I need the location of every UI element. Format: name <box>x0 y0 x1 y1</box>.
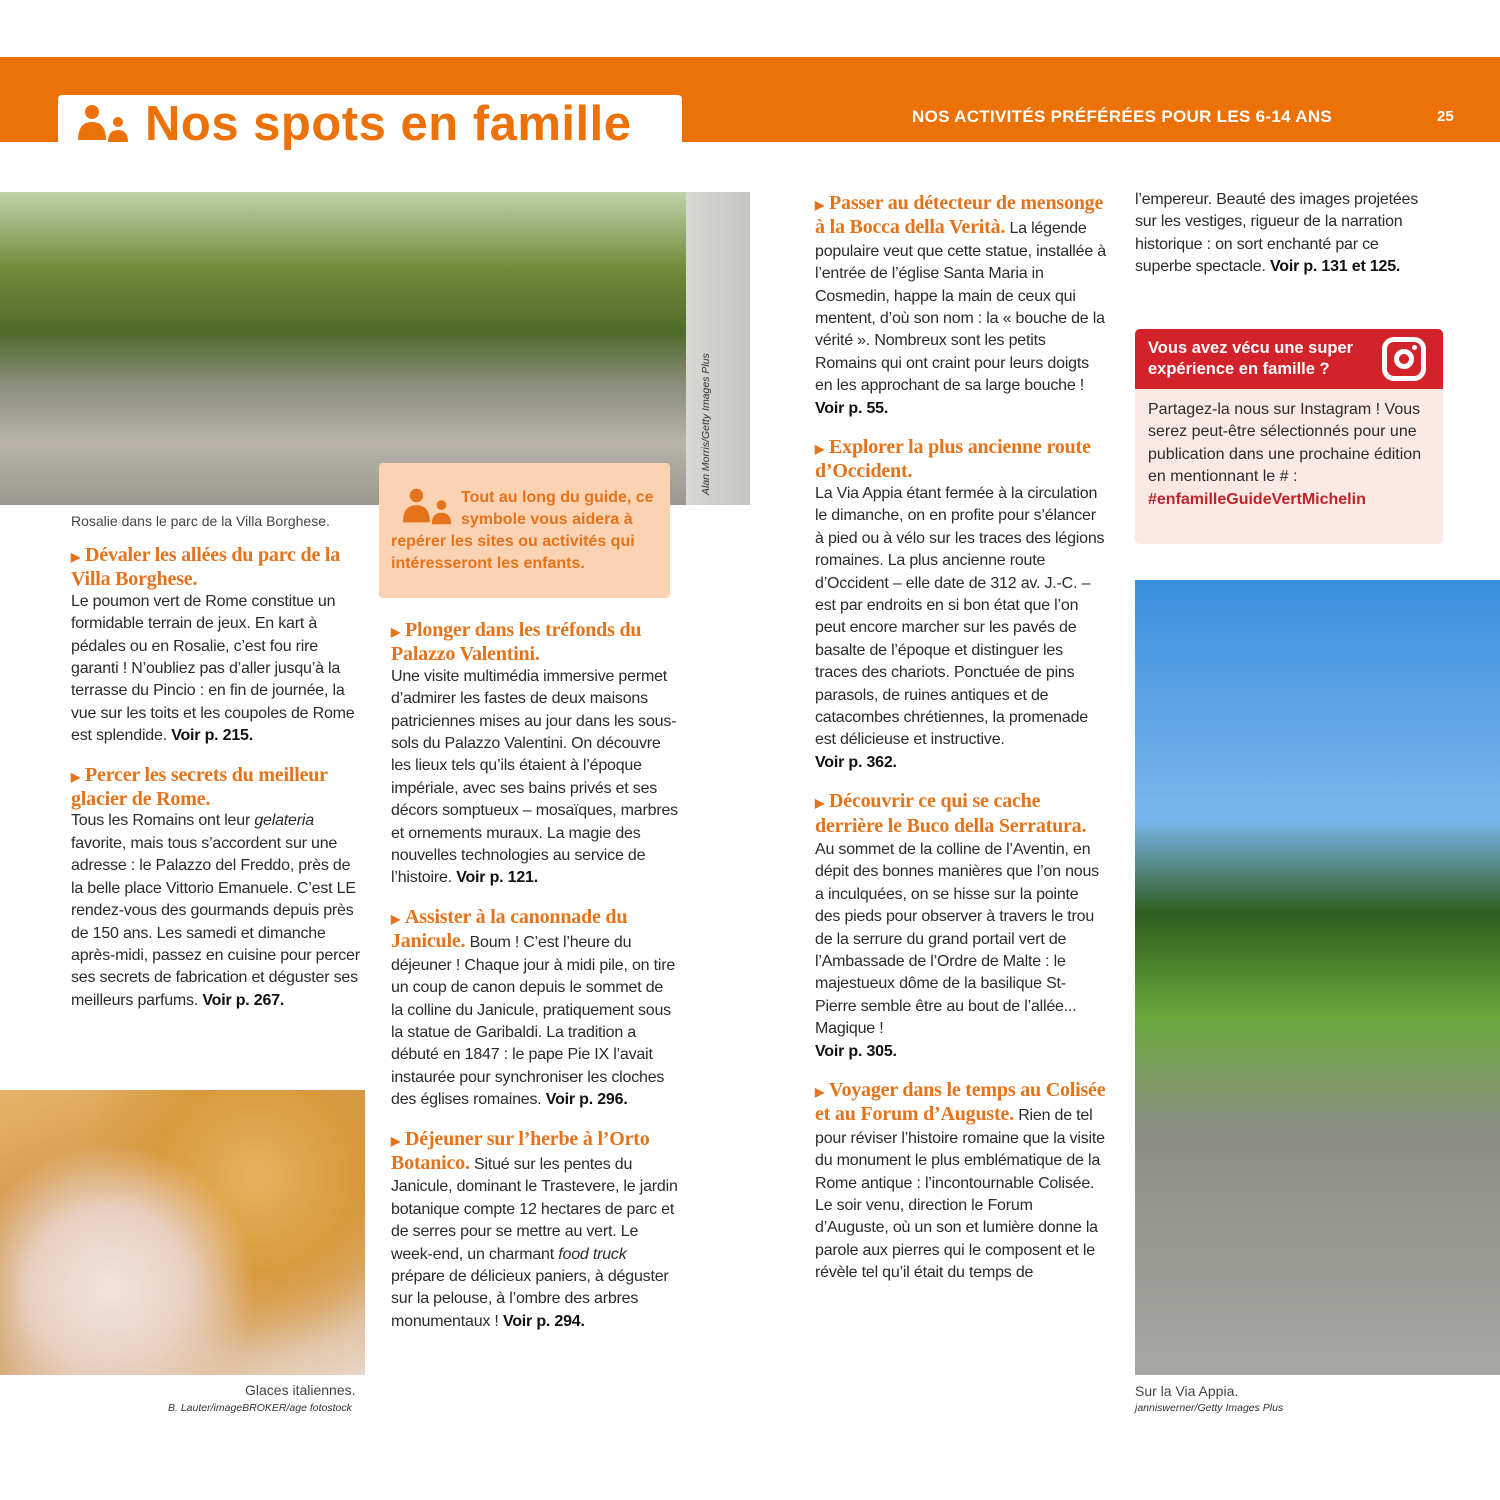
gelato-photo <box>0 1090 365 1375</box>
triangle-icon: ▶ <box>815 442 825 457</box>
section-heading: ▶ Assister à la canonnade du Janicule. <box>391 905 628 953</box>
section-body-italic: food truck <box>558 1245 627 1263</box>
page-reference: Voir p. 362. <box>815 753 897 771</box>
villa-borghese-photo <box>0 192 686 505</box>
triangle-icon: ▶ <box>71 769 81 784</box>
photo-caption: Glaces italiennes. <box>245 1382 356 1398</box>
instagram-body <box>1135 389 1443 521</box>
family-icon <box>403 487 453 527</box>
section-body: Le poumon vert de Rome constitue un formidable terrain de jeux. En kart à pédales ou en Rosalie, c’est fou rire garanti ! N’oubliez pas d’aller jusqu’à la terrasse du Pincio : en fin de journée, la vue sur les toits et les coupoles de Rome est splendide. <box>71 592 355 745</box>
section-heading: ▶ Passer au détecteur de mensonge à la Bocca della Verità. <box>815 192 1104 239</box>
via-appia-photo <box>1135 580 1500 1375</box>
instagram-hashtag: #enfamilleGuideVertMichelin <box>1148 490 1366 508</box>
photo-credit: B. Lauter/imageBROKER/age fotostock <box>168 1402 352 1414</box>
section-body: Une visite multimédia immersive permet d’admirer les fastes de deux maisons patriciennes mises au jour dans les sous-sols du Palazzo Valentini. On découvre les lieux tels qu’ils étaient à l’époque impériale, avec ses bains privés et ses décors somptueux – mosaïques, marbres et ornements muraux. La magie des nouvelles technologies au service de l’histoire. <box>391 667 678 887</box>
section-heading: ▶ Déjeuner sur l’herbe à l’Orto Botanico. <box>391 1127 650 1174</box>
section-body-italic: gelateria <box>254 812 314 830</box>
column-3 <box>815 192 1107 1297</box>
page-reference: Voir p. 267. <box>202 991 285 1009</box>
instagram-text: Partagez-la nous sur Instagram ! Vous serez peut-être sélectionnés pour une publication dans une prochaine édition en mentionnant le # : <box>1148 401 1422 486</box>
section-body: Au sommet de la colline de l’Aventin, en dépit des bonnes manières que l’on nous a inculquées, on se hisse sur la pointe des pieds pour observer à travers le trou de la serrure du grand portail vert de l’Ambassade de l’Ordre de Malte : le majestueux dôme de la basilique St-Pierre semble être au bout de l’allée... Magique ! <box>815 840 1099 1038</box>
section-body: La légende populaire veut que cette statue, installée à l’entrée de l’église Santa Maria in Cosmedin, happe la main de ceux qui mentent, d’où son nom : la « bouche de la vérité ». Nombreux sont les petits Romains qui ont craint pour leurs doigts en les approchant de sa large bouche ! <box>815 220 1106 395</box>
section-heading: ▶ Plonger dans les tréfonds du Palazzo Valentini. <box>391 619 642 666</box>
section-body: Situé sur les pentes du Janicule, dominant le Trastevere, le jardin botanique compte 12 hectares de parc et de serres pour se mettre au vert. Le week-end, un charmant <box>391 1155 678 1263</box>
triangle-icon: ▶ <box>391 911 401 926</box>
triangle-icon: ▶ <box>391 625 401 639</box>
triangle-icon: ▶ <box>71 550 81 564</box>
photo-caption: Sur la Via Appia. <box>1135 1383 1239 1399</box>
page-subtitle: NOS ACTIVITÉS PRÉFÉRÉES POUR LES 6-14 ANS <box>912 107 1333 126</box>
family-symbol-callout <box>379 463 670 598</box>
page-reference: Voir p. 294. <box>502 1312 585 1330</box>
section-body: Tous les Romains ont leur <box>71 812 255 830</box>
page-reference: Voir p. 55. <box>815 399 889 417</box>
section-heading: ▶ Explorer la plus ancienne route d’Occident. <box>815 436 1091 483</box>
page-reference: Voir p. 131 et 125. <box>1269 258 1401 276</box>
section-via-appia <box>815 436 1107 774</box>
callout-text: Tout au long du guide, ce symbole vous aidera à repérer les sites ou activités qui intéresseront les enfants. <box>391 489 654 572</box>
column-2 <box>391 619 679 1345</box>
family-icon <box>78 104 130 144</box>
section-palazzo-valentini <box>391 619 679 890</box>
photo-caption: Rosalie dans le parc de la Villa Borghese. <box>71 513 330 529</box>
section-orto-botanico <box>391 1128 679 1334</box>
photo-credit: janniswerner/Getty Images Plus <box>1135 1402 1284 1414</box>
section-janicule <box>391 906 679 1112</box>
section-glacier <box>71 764 363 1012</box>
section-heading: ▶ Voyager dans le temps au Colisée et au Forum d’Auguste. <box>815 1079 1106 1126</box>
triangle-icon: ▶ <box>815 198 825 212</box>
page-reference: Voir p. 121. <box>456 869 538 887</box>
page-reference: Voir p. 215. <box>171 727 253 745</box>
section-colisee <box>815 1079 1107 1285</box>
section-body-continued: l’empereur. Beauté des images projetées sur les vestiges, rigueur de la narration historique : on sort enchanté par ce superbe spectacle. <box>1135 191 1419 276</box>
section-body: La Via Appia étant fermée à la circulation le dimanche, on en profite pour s’élancer à pied ou à vélo sur les traces des légions romaines. La plus ancienne route d’Occident – elle date de 312 av. J.-C. – est par endroits en si bon état que l’on peut encore marcher sur les pavés de basalte de l’époque et distinguer les traces des chariots. Ponctuée de pins parasols, de ruines antiques et de catacombes chrétiennes, la promenade est délicieuse et instructive. <box>815 484 1105 749</box>
photo-credit: Alan Morris/Getty Images Plus <box>700 353 712 495</box>
section-body: prépare de délicieux paniers, à déguster sur la pelouse, à l’ombre des arbres monumentaux ! <box>391 1267 669 1330</box>
column-1 <box>71 544 363 1024</box>
section-heading: ▶ Dévaler les allées du parc de la Villa Borghese. <box>71 544 341 591</box>
column-4 <box>1135 189 1435 279</box>
triangle-icon: ▶ <box>391 1133 401 1148</box>
instagram-box <box>1135 329 1443 544</box>
section-heading: ▶ Découvrir ce qui se cache derrière le Buco della Serratura. <box>815 790 1087 837</box>
section-body: favorite, mais tous s’accordent sur une adresse : le Palazzo del Freddo, près de la belle place Vittorio Emanuele. C’est LE rendez-vous des gourmands depuis près de 150 ans. Les samedi et dimanche après-midi, passez en cuisine pour percer ses secrets de fabrication et déguster ses meilleurs parfums. <box>71 834 360 1009</box>
instagram-heading-text: Vous avez vécu une super expérience en famille ? <box>1148 339 1354 378</box>
page-number: 25 <box>1437 108 1454 125</box>
instagram-heading <box>1135 329 1443 389</box>
section-buco-della-serratura <box>815 790 1107 1063</box>
photo-credit-strip <box>686 192 750 505</box>
section-bocca-della-verita <box>815 192 1107 420</box>
triangle-icon: ▶ <box>815 796 825 811</box>
triangle-icon: ▶ <box>815 1085 825 1100</box>
page-reference: Voir p. 305. <box>815 1042 897 1060</box>
section-villa-borghese <box>71 544 363 748</box>
section-body: Rien de tel pour réviser l’histoire romaine que la visite du monument le plus emblématique de la Rome antique : l’incontournable Colisée. Le soir venu, direction le Forum d’Auguste, où un son et lumière donne la parole aux pierres qui le composent et le révèle tel qu’il était du temps de <box>815 1107 1105 1282</box>
section-heading: ▶ Percer les secrets du meilleur glacier de Rome. <box>71 763 328 811</box>
page-title: Nos spots en famille <box>145 97 632 151</box>
page-reference: Voir p. 296. <box>545 1091 628 1109</box>
section-body: Boum ! C’est l’heure du déjeuner ! Chaque jour à midi pile, on tire un coup de canon depuis le sommet de la colline du Janicule, pratiquement sous la statue de Garibaldi. La tradition a débuté en 1847 : le pape Pie IX l’avait instaurée pour synchroniser les cloches des églises romaines. <box>391 934 676 1109</box>
instagram-icon <box>1382 337 1426 381</box>
